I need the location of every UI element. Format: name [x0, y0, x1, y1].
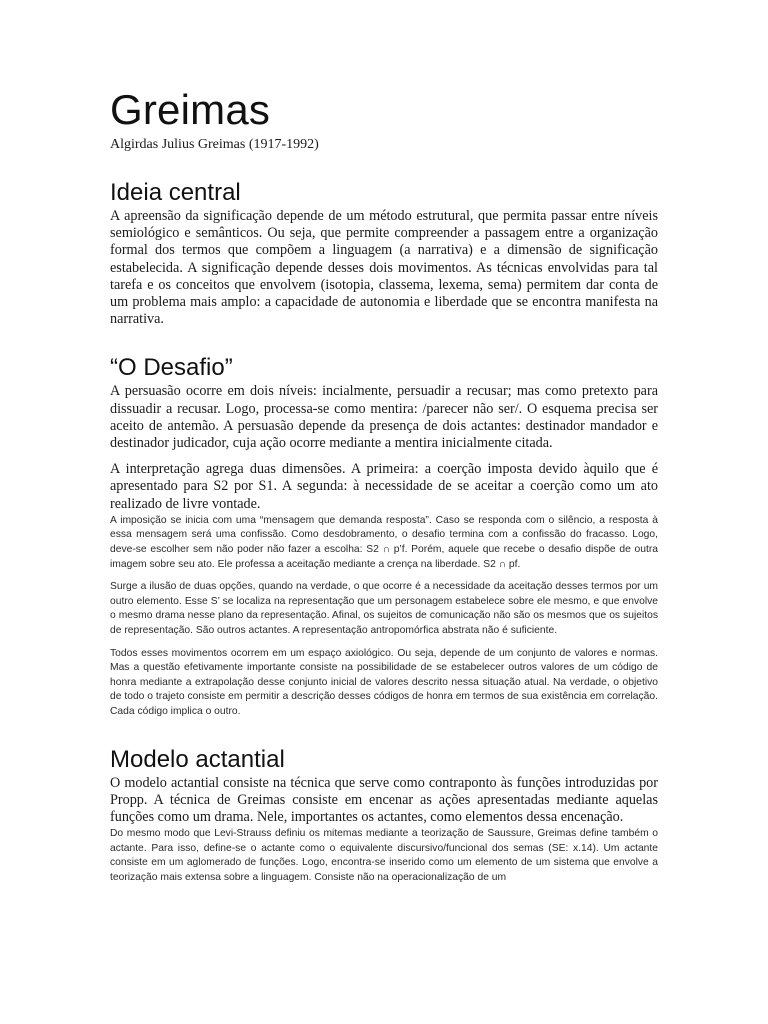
note-paragraph: Surge a ilusão de duas opções, quando na verdade, o que ocorre é a necessidade da aceitação desses termos por um outro elemento. Esse S’ se localiza na representação que um personagem estabelece sobre ele mesmo, e que envolve o mesmo drama nesse plano da representação. Afinal, os sujeitos de comunicação não são os mesmos que os sujeitos de representação. São outros actantes. A representação antropomórfica abstrata não é suficiente. [110, 581, 658, 636]
body-paragraph: A persuasão ocorre em dois níveis: incialmente, persuadir a recusar; mas como pretexto para dissuadir a recusar. Logo, processa-se como mentira: /parecer não ser/. O esquema precisa ser aceito de antemão. A persuasão depende da presença de dois actantes: destinador mandador e destinador judicador, cuja ação ocorre mediante a mentira inicialmente citada. [110, 383, 658, 452]
section-heading: “O Desafio” [110, 354, 233, 382]
note-paragraph: Do mesmo modo que Levi-Strauss definiu os mitemas mediante a teorização de Saussure, Greimas define também o actante. Para isso, define-se o actante como o equivalente discursivo/funcional dos semas (SE: x.14). Um actante consiste em um aglomerado de funções. Logo, encontra-se inserido como um elemento de um sistema que envolve a teorização mais extensa sobre a linguagem. Consiste não na operacionalização de um [110, 828, 658, 883]
section-heading: Ideia central [110, 179, 241, 206]
section-heading: Modelo actantial [110, 745, 285, 773]
note-paragraph: A imposição se inicia com uma “mensagem que demanda resposta”. Caso se responda com o silêncio, a resposta à essa mensagem será uma confissão. Como desdobramento, o desafio termina com a confissão do fracasso. Logo, deve-se escolher sem não poder não fazer a escolha: S2 ∩ p’f. Porém, aquele que recebe o desafio dispõe de outra imagem sobre seu ato. Ele professa a aceitação mediante a crença na liberdade. S2 ∩ pf. [110, 514, 658, 570]
page-subtitle: Algirdas Julius Greimas (1917-1992) [110, 137, 319, 152]
document-page [110, 86, 658, 883]
body-paragraph: O modelo actantial consiste na técnica que serve como contraponto às funções introduzidas por Propp. A técnica de Greimas consiste em encenar as ações apresentadas mediante aquelas funções como um drama. Nele, importantes os actantes, como elementos dessa encenação. [110, 774, 658, 825]
page-title: Greimas [110, 86, 271, 133]
section-o-desafio [110, 353, 658, 719]
body-paragraph: A interpretação agrega duas dimensões. A primeira: a coerção imposta devido àquilo que é apresentado para S2 por S1. A segunda: à necessidade de se aceitar a coerção como um ato realizado de livre vontade. [110, 461, 658, 512]
section-modelo-actantial [110, 745, 658, 883]
note-paragraph: Todos esses movimentos ocorrem em um espaço axiológico. Ou seja, depende de um conjunto de valores e normas. Mas a questão efetivamente importante consiste na possibilidade de se estabelecer outros valores de um código de honra mediante a extrapolação desse conjunto inicial de valores descrito nessa situação atual. Na verdade, o objetivo de todo o trajeto consiste em permitir a descrição desses códigos de honra em termos de sua existência em correlação. Cada código implica o outro. [110, 647, 658, 717]
body-paragraph: A apreensão da significação depende de um método estrutural, que permita passar entre níveis semiológico e semânticos. Ou seja, que permite compreender a passagem entre a organização formal dos termos que compõem a linguagem (a narrativa) e a dimensão de significação estabelecida. A significação depende desses dois movimentos. As técnicas envolvidas para tal tarefa e os conceitos que envolvem (isotopia, classema, lexema, sema) permitem dar conta de um problema mais amplo: a capacidade de autonomia e liberdade que se encontra manifesta na narrativa. [110, 208, 658, 328]
section-ideia-central [110, 178, 658, 328]
